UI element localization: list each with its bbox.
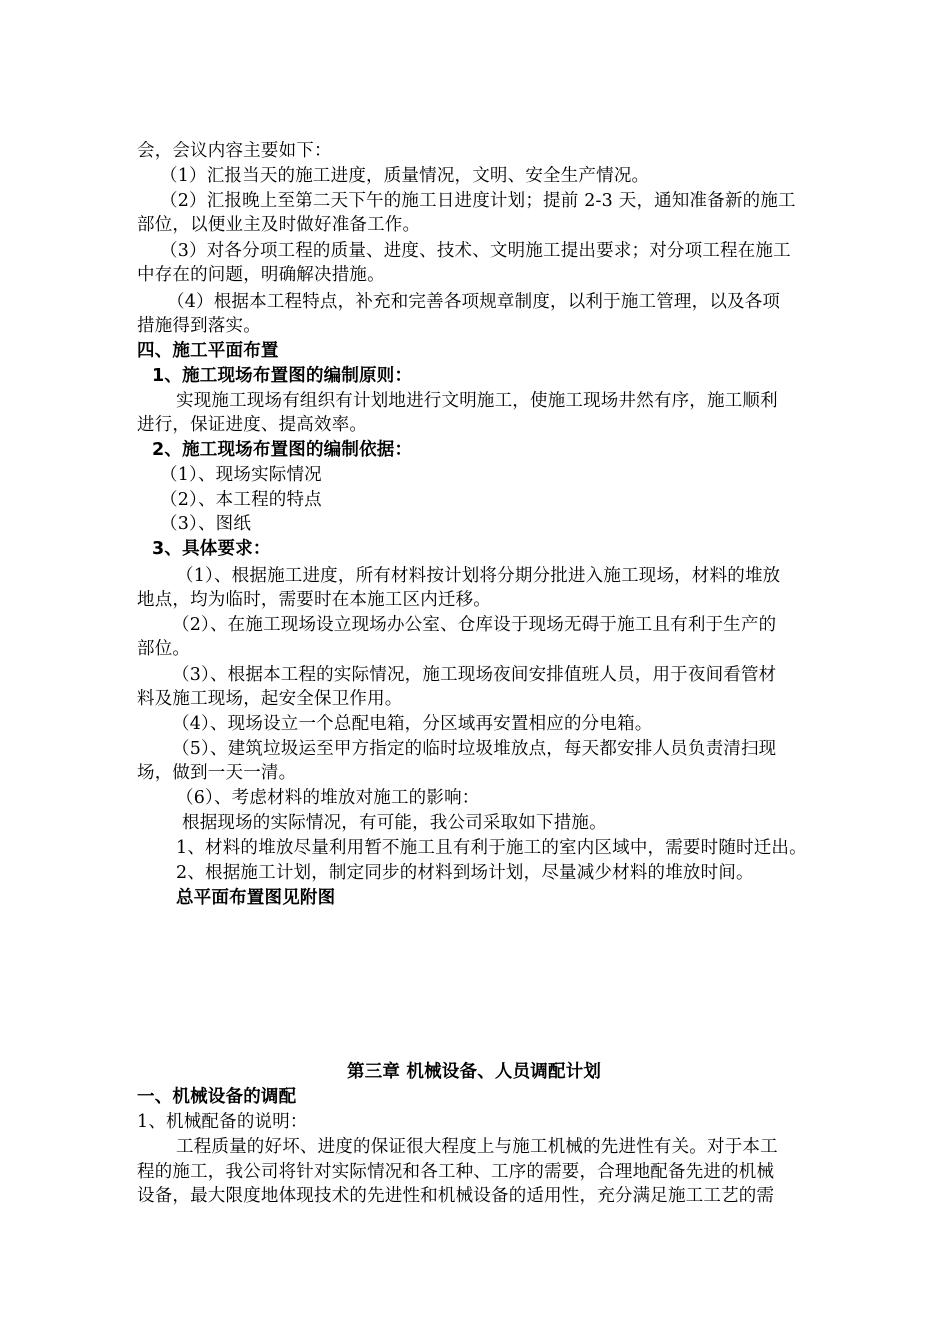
sub-heading: 2、施工现场布置图的编制依据：	[152, 440, 413, 460]
paragraph-line: 根据现场的实际情况，有可能，我公司采取如下措施。	[182, 813, 607, 833]
requirement-item: （3）、根据本工程的实际情况，施工现场夜间安排值班人员，用于夜间看管材	[172, 665, 777, 685]
meeting-item-1: （1）汇报当天的施工进度，质量情况，文明、安全生产情况。	[160, 166, 650, 186]
appendix-note: 总平面布置图见附图	[176, 888, 336, 908]
paragraph-line: 进行，保证进度、提高效率。	[137, 415, 368, 435]
paragraph-line: 中存在的问题，明确解决措施。	[137, 265, 385, 285]
requirement-item: （4）、现场设立一个总配电箱，分区域再安置相应的分电箱。	[172, 714, 653, 734]
paragraph-line: 措施得到落实。	[137, 316, 261, 336]
paragraph-line: 地点，均为临时，需要时在本施工区内迁移。	[137, 590, 491, 610]
paragraph-line: 场，做到一天一清。	[137, 763, 297, 783]
sub-heading: 1、施工现场布置图的编制原则：	[152, 366, 413, 386]
paragraph-line: 工程质量的好坏、进度的保证很大程度上与施工机械的先进性有关。对于本工	[176, 1137, 778, 1157]
list-item: （2）、本工程的特点	[160, 490, 322, 510]
sub-heading: 3、具体要求：	[152, 539, 271, 559]
paragraph-line: 实现施工现场有组织有计划地进行文明施工，使施工现场井然有序，施工顺利	[176, 391, 778, 411]
section-heading: 四、施工平面布置	[137, 341, 279, 361]
measure-item: 1、材料的堆放尽量利用暂不施工且有利于施工的室内区域中，需要时随时迁出。	[176, 838, 807, 858]
item-label: 1、机械配备的说明：	[137, 1112, 308, 1132]
paragraph-line: 料及施工现场，起安全保卫作用。	[137, 689, 403, 709]
measure-item: 2、根据施工计划，制定同步的材料到场计划，尽量减少材料的堆放时间。	[176, 863, 754, 883]
paragraph-line: 会，会议内容主要如下：	[137, 141, 332, 161]
paragraph-line: 设备，最大限度地体现技术的先进性和机械设备的适用性，充分满足施工工艺的需	[137, 1186, 775, 1206]
meeting-item-3: （3）对各分项工程的质量、进度、技术、文明施工提出要求；对分项工程在施工	[160, 241, 791, 261]
list-item: （1）、现场实际情况	[160, 465, 322, 485]
requirement-item: （5）、建筑垃圾运至甲方指定的临时垃圾堆放点，每天都安排人员负责清扫现	[172, 739, 777, 759]
requirement-item: （2）、在施工现场设立现场办公室、仓库设于现场无碍于施工且有利于生产的	[172, 615, 777, 635]
requirement-item: （6）、考虑材料的堆放对施工的影响：	[176, 788, 480, 808]
paragraph-line: 程的施工，我公司将针对实际情况和各工种、工序的需要，合理地配备先进的机械	[137, 1162, 775, 1182]
meeting-item-4: （4）根据本工程特点，补充和完善各项规章制度，以利于施工管理，以及各项	[167, 292, 781, 312]
paragraph-line: 部位，以便业主及时做好准备工作。	[137, 215, 421, 235]
list-item: （3）、图纸	[160, 514, 252, 534]
section-heading: 一、机械设备的调配	[137, 1087, 297, 1107]
paragraph-line: 部位。	[137, 639, 191, 659]
meeting-item-2: （2）汇报晚上至第二天下午的施工日进度计划；提前 2-3 天，通知准备新的施工	[160, 191, 796, 211]
chapter-title: 第三章 机械设备、人员调配计划	[347, 1062, 602, 1082]
requirement-item: （1）、根据施工进度，所有材料按计划将分期分批进入施工现场，材料的堆放	[176, 566, 781, 586]
